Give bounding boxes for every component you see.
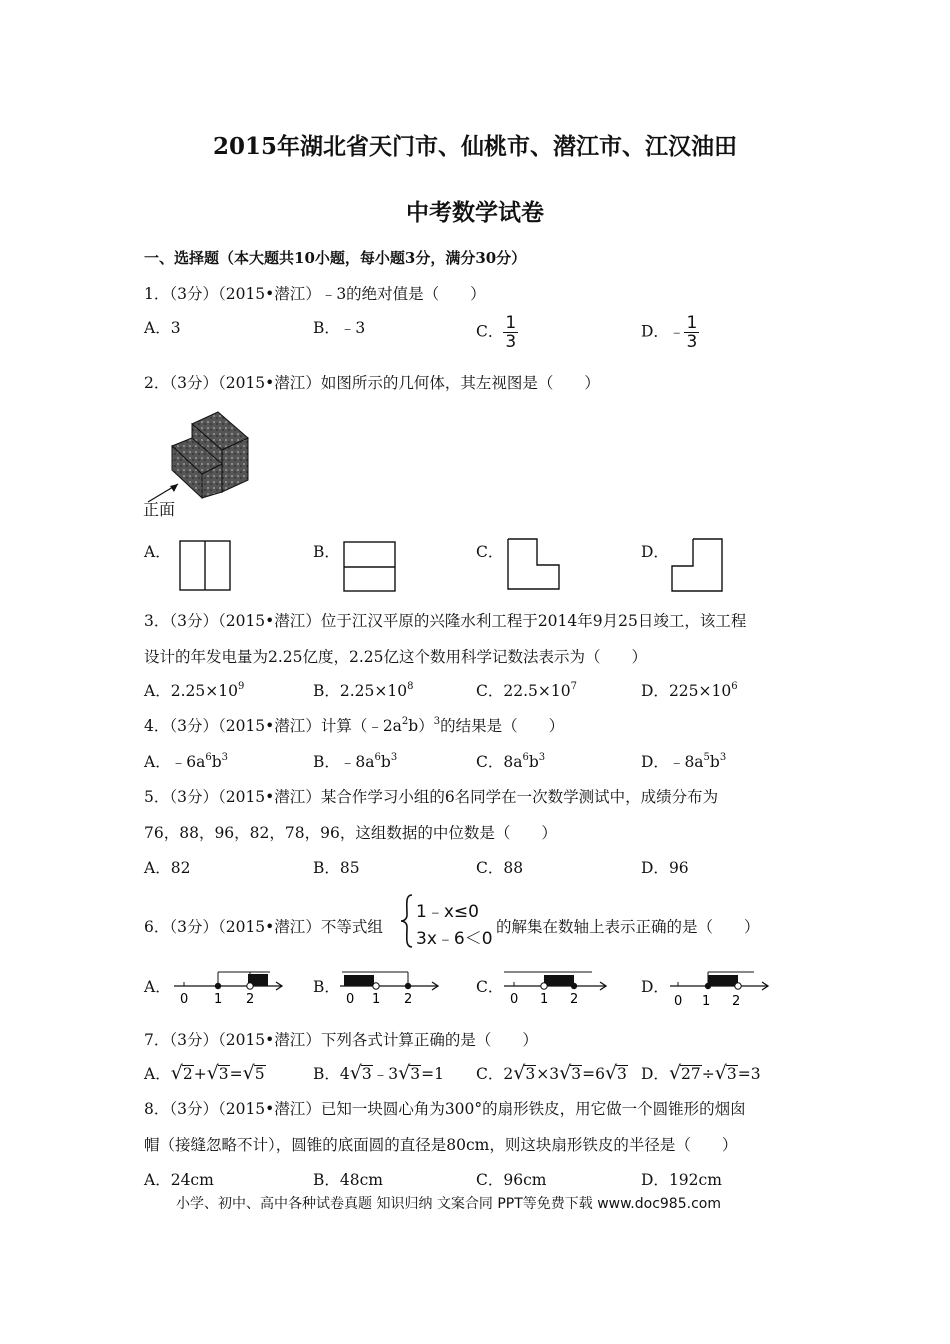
tick-0: 0 (180, 992, 189, 1007)
q4-option-d: D．$﹣8a^5b^3$ (641, 752, 727, 771)
q6-option-a-numberline (172, 966, 287, 1010)
q6-option-b-label: B． (313, 978, 340, 996)
q4-option-a: A．$﹣6a^6b^3$ (144, 752, 228, 771)
question-8-stem-line-1: 8．（3分）（2015•潜江）已知一块圆心角为300°的扇形铁皮，用它做一个圆锥形的烟囱 (144, 1100, 746, 1118)
q1-option-a: A．3 (144, 319, 181, 337)
q2-option-a-label: A． (144, 543, 171, 561)
fraction: $\frac{1}{3}$ (505, 313, 517, 352)
q7-option-d: D．√27÷√3=3 (641, 1062, 761, 1084)
title-line-1: 2015年湖北省天门市、仙桃市、潜江市、江汉油田 (212, 133, 737, 160)
svg-text:1: 1 (702, 994, 711, 1009)
q3-option-d: D．$225\times 10^6$ (641, 681, 738, 700)
svg-text:2: 2 (732, 994, 741, 1009)
q5-option-d: D．96 (641, 859, 689, 877)
q4-option-b: B．$﹣8a^6b^3$ (313, 752, 398, 771)
q1-option-d: D．﹣ $\frac{1}{3}$ (641, 313, 698, 352)
q1-option-b: B．﹣3 (313, 319, 366, 337)
question-3-stem-line-2: 设计的年发电量为2.25亿度，2.25亿这个数用科学记数法表示为（ ） (144, 648, 648, 666)
title-line-2: 中考数学试卷 (406, 199, 544, 226)
q2-option-b-label: B． (313, 543, 340, 561)
q8-option-a: A．24cm (144, 1171, 214, 1189)
q5-option-c: C．88 (476, 859, 524, 877)
q3-option-c: C．$22.5\times 10^7$ (476, 681, 577, 700)
q2-option-b-figure (343, 540, 397, 594)
q6-option-d-numberline (668, 966, 772, 1012)
tick-2: 2 (246, 992, 255, 1007)
svg-text:0: 0 (346, 992, 355, 1007)
question-7-stem: 7．（3分）（2015•潜江）下列各式计算正确的是（ ） (144, 1031, 538, 1049)
q2-option-d-label: D． (641, 543, 669, 561)
inequality-1: 1﹣x≤0 (416, 902, 479, 922)
q6-option-c-numberline (502, 966, 610, 1010)
svg-text:1: 1 (540, 992, 549, 1007)
fraction: $\frac{1}{3}$ (686, 313, 698, 352)
question-6-stem-suffix: 的解集在数轴上表示正确的是（ ） (496, 918, 760, 936)
inequality-2: 3x﹣6＜0 (416, 929, 493, 949)
svg-text:0: 0 (510, 992, 519, 1007)
q8-option-b: B．48cm (313, 1171, 383, 1189)
question-1-stem: 1．（3分）（2015•潜江）﹣3的绝对值是（ ） (144, 285, 486, 303)
tick-1: 1 (214, 992, 223, 1007)
q2-option-a-figure (179, 540, 231, 592)
question-8-stem-line-2: 帽（接缝忽略不计），圆锥的底面圆的直径是80cm，则这块扇形铁皮的半径是（ ） (144, 1136, 738, 1154)
q6-option-c-label: C． (476, 978, 504, 996)
q6-option-a-label: A． (144, 978, 171, 996)
q7-option-a: A．√2+√3=√5 (144, 1062, 265, 1084)
svg-text:0: 0 (674, 994, 683, 1009)
q2-option-c-figure (507, 538, 561, 592)
q2-option-d-figure (671, 538, 725, 594)
footer-text: 小学、初中、高中各种试卷真题 知识归纳 文案合同 PPT等免费下载 www.doc985.com (176, 1196, 721, 1212)
question-5-stem-line-2: 76，88，96，82，78，96，这组数据的中位数是（ ） (144, 824, 557, 842)
q4-option-c: C．$8a^6b^3$ (476, 752, 546, 771)
q1-option-c: C． $\frac{1}{3}$ (476, 313, 517, 352)
q6-option-d-label: D． (641, 978, 669, 996)
q5-option-a: A．82 (144, 859, 191, 877)
inequality-brace (400, 893, 414, 949)
q7-option-b: B．4√3﹣3√3=1 (313, 1062, 444, 1084)
question-2-stem: 2．（3分）（2015•潜江）如图所示的几何体，其左视图是（ ） (144, 374, 600, 392)
q7-option-c: C．2√3×3√3=6√3 (476, 1062, 627, 1084)
q3-option-b: B．$2.25\times 10^8$ (313, 681, 414, 700)
q5-option-b: B．85 (313, 859, 360, 877)
q8-option-d: D．192cm (641, 1171, 722, 1189)
svg-text:1: 1 (372, 992, 381, 1007)
svg-text:2: 2 (570, 992, 579, 1007)
question-6-stem-prefix: 6．（3分）（2015•潜江）不等式组 (144, 918, 383, 936)
svg-text:2: 2 (404, 992, 413, 1007)
question-4-stem: 4．（3分）（2015•潜江）计算$(﹣2a^2b)^3$的结果是（ ） (144, 716, 565, 735)
q2-option-c-label: C． (476, 543, 504, 561)
q6-option-b-numberline (338, 966, 443, 1010)
question-3-stem-line-1: 3．（3分）（2015•潜江）位于江汉平原的兴隆水利工程于2014年9月25日竣工，该工程 (144, 612, 747, 630)
section-heading: 一、选择题（本大题共10小题，每小题3分，满分30分） (144, 249, 527, 267)
q3-option-a: A．$2.25\times 10^9$ (144, 681, 245, 700)
question-5-stem-line-1: 5．（3分）（2015•潜江）某合作学习小组的6名同学在一次数学测试中，成绩分布为 (144, 788, 719, 806)
q8-option-c: C．96cm (476, 1171, 547, 1189)
front-label: 正面 (143, 500, 176, 519)
